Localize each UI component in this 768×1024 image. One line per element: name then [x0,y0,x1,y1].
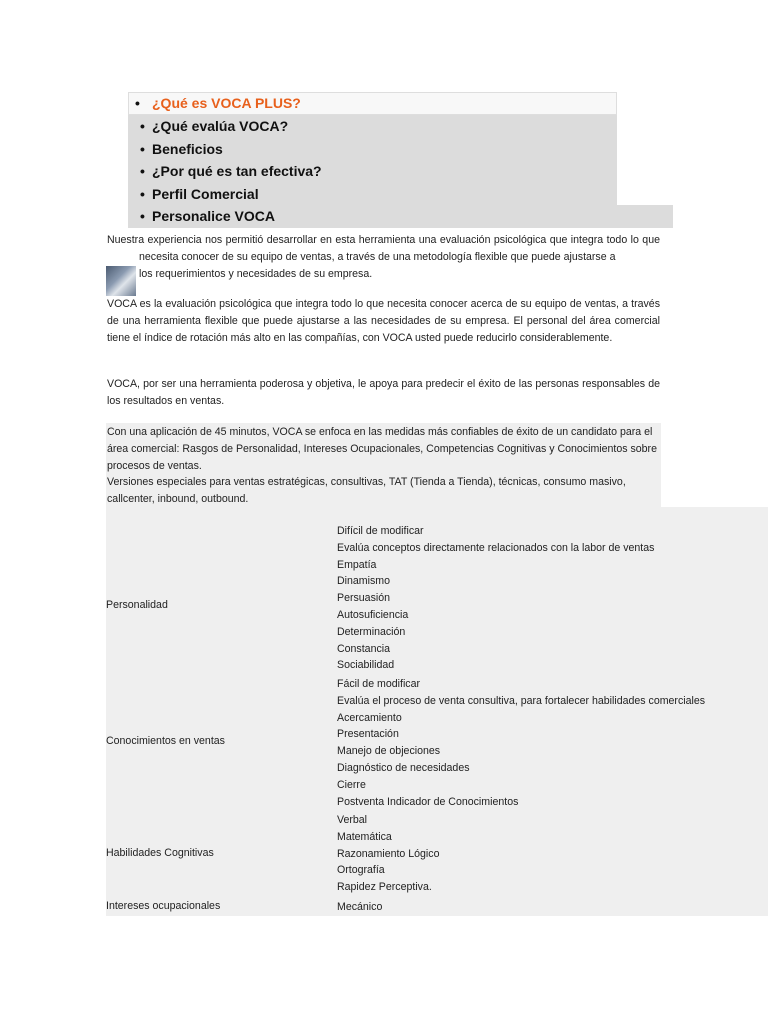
list-item: Matemática [337,830,392,843]
tab-por-que-efectiva[interactable]: • ¿Por qué es tan efectiva? [128,160,617,183]
list-item: Postventa Indicador de Conocimientos [337,795,519,808]
intro-line-2: lo que necesita conocer de su equipo de ventas, a través de una metodología flexible que puede ajustarse a [139,234,660,263]
intro-line-3: los requerimientos y necesidades de su empresa. [139,267,373,280]
list-item: Acercamiento [337,711,402,724]
list-item: Razonamiento Lógico [337,847,440,860]
list-item: Dinamismo [337,575,390,588]
list-item: Persuasión [337,592,390,605]
tab-personalice-voca[interactable]: • Personalice VOCA [128,205,673,228]
list-item: Evalúa el proceso de venta consultiva, para fortalecer habilidades comerciales [337,694,706,707]
evaluation-table [106,507,768,916]
tab-beneficios[interactable]: • Beneficios [128,138,617,161]
row-category: Conocimientos en ventas [106,735,225,747]
row-items [337,676,705,810]
intro-line-1: Nuestra experiencia nos permitió desarrollar en esta herramienta una evaluación psicológica que integra todo [107,234,628,246]
list-item: Constancia [337,642,390,655]
section-tabs [128,92,673,228]
list-item: Autosuficiencia [337,608,409,621]
list-item: Determinación [337,625,406,638]
list-item: Difícil de modificar [337,525,424,537]
row-items [337,523,654,674]
list-item: Verbal [337,814,368,826]
tab-perfil-comercial[interactable]: • Perfil Comercial [128,183,617,206]
row-category: Intereses ocupacionales [106,900,221,912]
list-item: Cierre [337,778,366,791]
versions-paragraph: Versiones especiales para ventas estratégicas, consultivas, TAT (Tienda a Tienda), técnicas, consumo masivo, callcenter, inbound, outbound. [107,476,626,505]
row-items [337,812,439,896]
row-category: Personalidad [106,599,168,611]
application-paragraph: Con una aplicación de 45 minutos, VOCA se enfoca en las medidas más confiables de éxito de un candidato para el área comercial: Rasgos de Personalidad, Intereses Ocupacionales, Competencias Cognitivas y Conocimientos sobre procesos de ventas. [107,426,657,472]
list-item: Empatía [337,558,377,571]
list-item: Rapidez Perceptiva. [337,881,432,894]
list-item: Diagnóstico de necesidades [337,761,470,774]
list-item: Ortografía [337,864,385,877]
list-item: Fácil de modificar [337,678,421,690]
voca-description-paragraph: VOCA es la evaluación psicológica que integra todo lo que necesita conocer acerca de su equipo de ventas, a través de una herramienta flexible que puede ajustarse a las necesidades de su empresa. El personal del área comercial tiene el índice de rotación más alto en las compañías, con VOCA usted puede reducirlo considerablemente. [107,298,660,344]
list-item: Evalúa conceptos directamente relacionados con la labor de ventas [337,541,655,554]
list-item: Manejo de objeciones [337,745,441,758]
sales-team-image [106,266,136,296]
list-item: Presentación [337,728,399,741]
intro-paragraph [107,232,660,296]
row-category: Habilidades Cognitivas [106,847,214,859]
row-items [337,899,382,916]
list-item: Mecánico [337,901,383,913]
voca-prediction-paragraph: VOCA, por ser una herramienta poderosa y objetiva, le apoya para predecir el éxito de las personas responsables de los resultados en ventas. [107,378,660,407]
list-item: Sociabilidad [337,659,395,672]
tab-que-evalua-voca[interactable]: • ¿Qué evalúa VOCA? [128,115,617,138]
tab-que-es-voca-plus[interactable]: • ¿Qué es VOCA PLUS? [128,92,617,115]
